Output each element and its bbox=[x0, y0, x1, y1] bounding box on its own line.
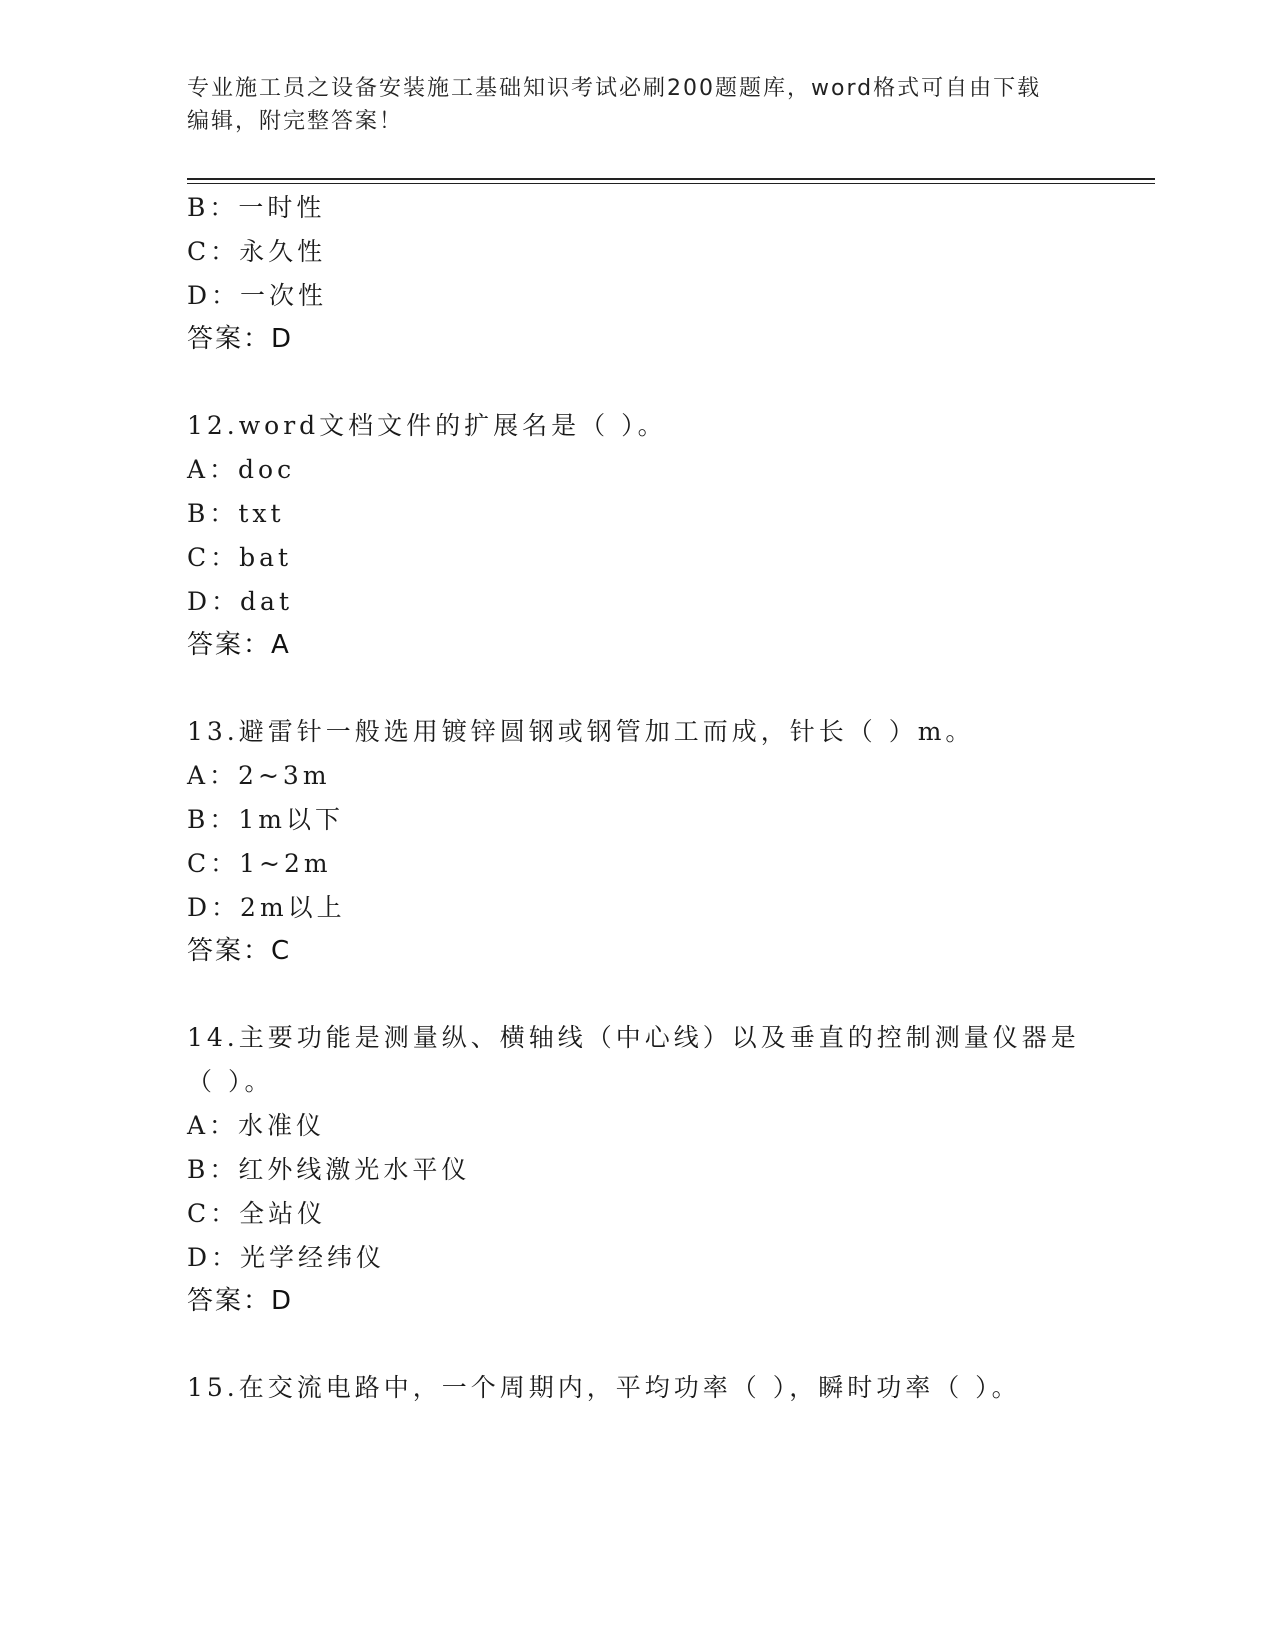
q11-option-c: C：永久性 bbox=[187, 237, 327, 266]
q13-option-b: B：1m以下 bbox=[187, 805, 344, 834]
q13-answer: 答案：C bbox=[187, 936, 292, 966]
q12-option-a: A：doc bbox=[187, 455, 296, 484]
q14-option-a: A：水准仪 bbox=[187, 1111, 326, 1140]
q12-question: 12.word文档文件的扩展名是（ ）。 bbox=[187, 411, 667, 440]
q14-option-d: D：光学经纬仪 bbox=[187, 1243, 386, 1272]
header-line-1: 专业施工员之设备安装施工基础知识考试必刷200题题库，word格式可自由下载 bbox=[187, 76, 1042, 101]
q12-answer: 答案：A bbox=[187, 630, 291, 660]
q12-option-b: B：txt bbox=[187, 499, 285, 528]
document-header bbox=[187, 72, 1067, 138]
q11-option-d: D：一次性 bbox=[187, 281, 328, 310]
q15-question: 15.在交流电路中，一个周期内，平均功率（ ），瞬时功率（ ）。 bbox=[187, 1373, 1021, 1402]
q13-question: 13.避雷针一般选用镀锌圆钢或钢管加工而成，针长（ ）m。 bbox=[187, 717, 975, 746]
header-rule-thin bbox=[187, 183, 1155, 184]
q13-option-d: D：2m以上 bbox=[187, 893, 346, 922]
q12-option-d: D：dat bbox=[187, 587, 293, 616]
q11-answer: 答案：D bbox=[187, 324, 294, 354]
header-rule-thick bbox=[187, 178, 1155, 180]
q14-answer: 答案：D bbox=[187, 1286, 294, 1316]
q13-option-a: A：2~3m bbox=[187, 761, 331, 790]
q14-question-line-1: 14.主要功能是测量纵、横轴线（中心线）以及垂直的控制测量仪器是 bbox=[187, 1023, 1080, 1052]
q13-option-c: C：1~2m bbox=[187, 849, 332, 878]
header-line-2: 编辑，附完整答案！ bbox=[187, 109, 404, 134]
q14-option-b: B：红外线激光水平仪 bbox=[187, 1155, 471, 1184]
q11-option-b: B：一时性 bbox=[187, 193, 326, 222]
q14-option-c: C：全站仪 bbox=[187, 1199, 327, 1228]
q14-question-line-2: （ ）。 bbox=[187, 1067, 274, 1096]
q12-option-c: C：bat bbox=[187, 543, 293, 572]
